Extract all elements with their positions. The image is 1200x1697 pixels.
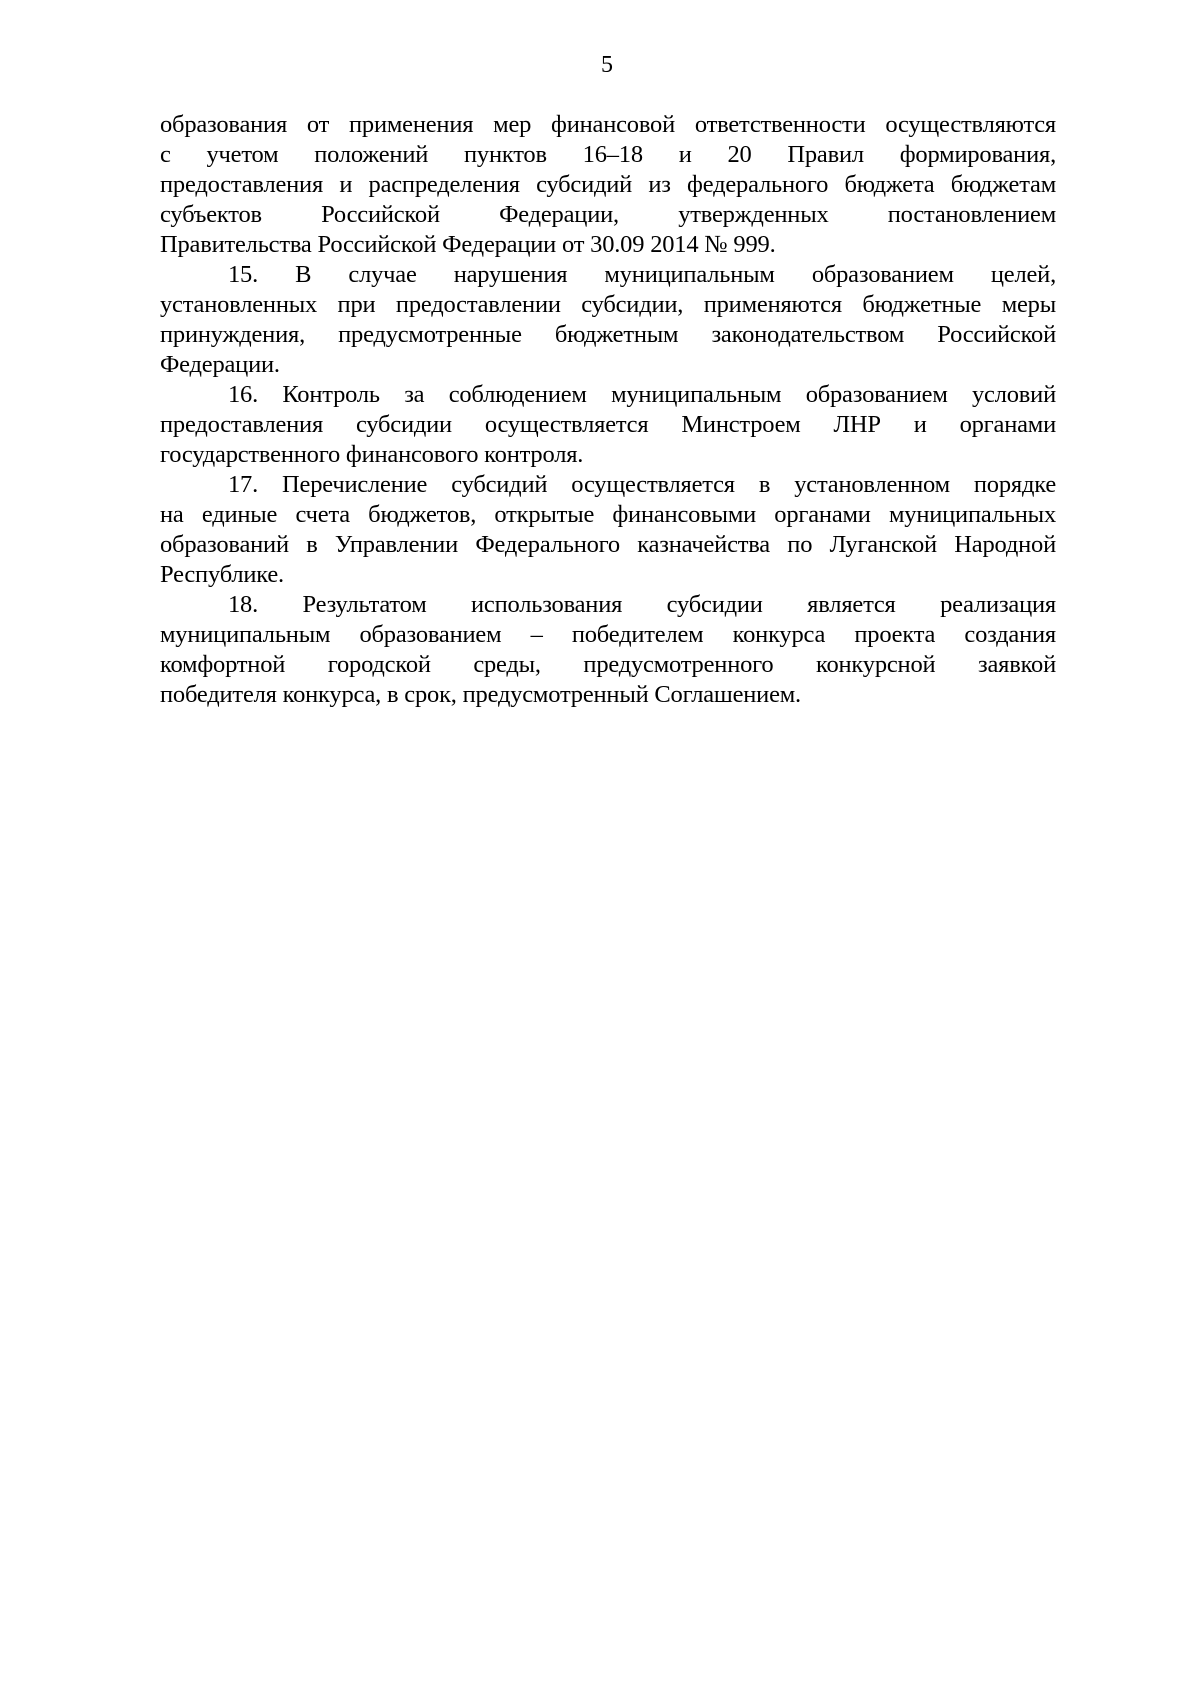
paragraph <box>160 380 1056 470</box>
text-line: с учетом положений пунктов 16–18 и 20 Правил формирования, <box>160 141 1056 168</box>
text-line: установленных при предоставлении субсидии, применяются бюджетные меры <box>160 291 1056 318</box>
text-line: комфортной городской среды, предусмотренного конкурсной заявкой <box>160 651 1056 678</box>
text-line: 15. В случае нарушения муниципальным образованием целей, <box>228 261 1056 288</box>
text-line: Федерации. <box>160 351 280 378</box>
text-line: на единые счета бюджетов, открытые финансовыми органами муниципальных <box>160 501 1056 528</box>
text-line: муниципальным образованием – победителем конкурса проекта создания <box>160 621 1056 648</box>
text-line: победителя конкурса, в срок, предусмотренный Соглашением. <box>160 681 801 708</box>
paragraph <box>160 470 1056 590</box>
text-line: 16. Контроль за соблюдением муниципальным образованием условий <box>228 381 1056 408</box>
paragraph <box>160 260 1056 380</box>
paragraph <box>160 110 1056 260</box>
text-line: субъектов Российской Федерации, утвержденных постановлением <box>160 201 1056 228</box>
text-line: образований в Управлении Федерального казначейства по Луганской Народной <box>160 531 1056 558</box>
text-line: Правительства Российской Федерации от 30.09 2014 № 999. <box>160 231 776 258</box>
text-line: Республике. <box>160 561 284 588</box>
text-line: 17. Перечисление субсидий осуществляется в установленном порядке <box>228 471 1056 498</box>
page-number: 5 <box>601 52 613 78</box>
text-line: государственного финансового контроля. <box>160 441 584 468</box>
document-body <box>160 110 1056 710</box>
text-line: 18. Результатом использования субсидии является реализация <box>228 591 1056 618</box>
text-line: принуждения, предусмотренные бюджетным законодательством Российской <box>160 321 1056 348</box>
text-line: предоставления субсидии осуществляется Минстроем ЛНР и органами <box>160 411 1056 438</box>
text-line: предоставления и распределения субсидий из федерального бюджета бюджетам <box>160 171 1056 198</box>
text-line: образования от применения мер финансовой ответственности осуществляются <box>160 111 1056 138</box>
paragraph <box>160 590 1056 710</box>
